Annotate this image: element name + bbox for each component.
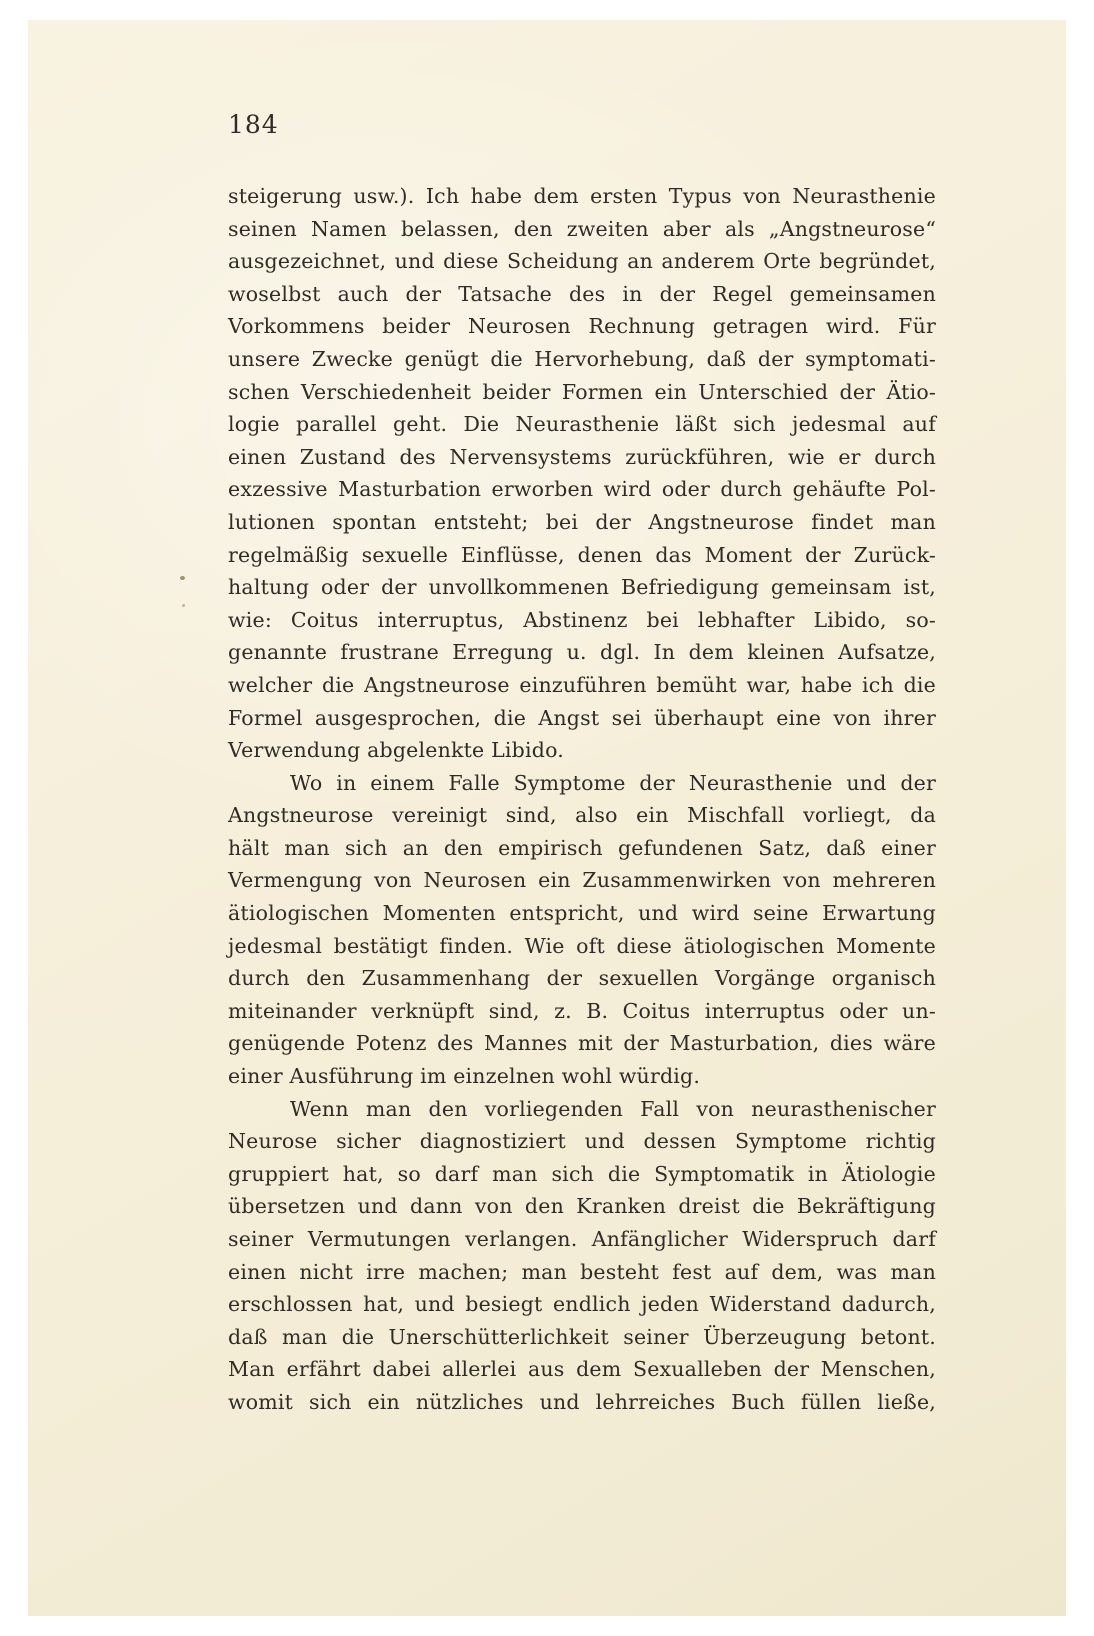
text-line: haltung oder der unvollkommenen Befriedigung gemeinsam ist, [228,575,936,600]
text-line: Verwendung abgelenkte Libido. [228,738,564,763]
paper-speck [180,576,185,580]
text-line: unsere Zwecke genügt die Hervorhebung, daß der symptomati- [228,346,936,371]
paper-speck [182,604,185,607]
text-line: Wo in einem Falle Symptome der Neurasthenie und der [290,770,936,795]
text-line: woselbst auch der Tatsache des in der Regel gemeinsamen [228,281,936,306]
text-line: Wenn man den vorliegenden Fall von neurasthenischer [290,1096,936,1121]
text-line: lutionen spontan entsteht; bei der Angstneurose findet man [228,509,936,534]
text-line: Angstneurose vereinigt sind, also ein Mischfall vorliegt, da [228,803,936,828]
text-line: einen Zustand des Nervensystems zurückführen, wie er durch [228,444,936,469]
text-line: Vermengung von Neurosen ein Zusammenwirken von mehreren [228,868,936,893]
text-line: übersetzen und dann von den Kranken dreist die Bekräftigung [228,1194,936,1219]
text-line: miteinander verknüpft sind, z. B. Coitus interruptus oder un- [228,998,936,1023]
text-line: schen Verschiedenheit beider Formen ein Unterschied der Ätio- [228,379,936,404]
text-line: wie: Coitus interruptus, Abstinenz bei lebhafter Libido, so- [228,607,936,632]
text-line: erschlossen hat, und besiegt endlich jeden Widerstand dadurch, [228,1292,936,1317]
text-line: einen nicht irre machen; man besteht fest auf dem, was man [228,1259,936,1284]
text-line: genügende Potenz des Mannes mit der Masturbation, dies wäre [228,1031,936,1056]
paper-page [28,20,1066,1616]
page-number: 184 [228,110,279,139]
text-line: Man erfährt dabei allerlei aus dem Sexualleben der Menschen, [228,1357,936,1382]
text-line: welcher die Angstneurose einzuführen bemüht war, habe ich die [228,672,936,697]
text-line: Vorkommens beider Neurosen Rechnung getragen wird. Für [228,314,936,339]
text-line: ausgezeichnet, und diese Scheidung an anderem Orte begründet, [228,249,936,274]
text-line: einer Ausführung im einzelnen wohl würdig. [228,1064,701,1089]
text-line: gruppiert hat, so darf man sich die Symptomatik in Ätiologie [228,1161,936,1186]
text-line: hält man sich an den empirisch gefundenen Satz, daß einer [228,835,936,860]
text-line: regelmäßig sexuelle Einflüsse, denen das Moment der Zurück- [228,542,936,567]
text-line: Neurose sicher diagnostiziert und dessen Symptome richtig [228,1129,936,1154]
text-line: jedesmal bestätigt finden. Wie oft diese ätiologischen Momente [228,933,936,958]
text-line: steigerung usw.). Ich habe dem ersten Typus von Neurasthenie [228,184,936,208]
text-line: genannte frustrane Erregung u. dgl. In dem kleinen Aufsatze, [228,640,936,665]
text-line: logie parallel geht. Die Neurasthenie läßt sich jedesmal auf [228,412,936,437]
text-line: womit sich ein nützliches und lehrreiches Buch füllen ließe, [228,1389,936,1414]
text-line: seiner Vermutungen verlangen. Anfänglicher Widerspruch darf [228,1227,936,1251]
text-line: exzessive Masturbation erworben wird oder durch gehäufte Pol- [228,477,936,502]
text-line: seinen Namen belassen, den zweiten aber als „Angstneurose“ [228,216,936,241]
body-text [228,180,936,1419]
text-line: daß man die Unerschütterlichkeit seiner Überzeugung betont. [228,1324,936,1349]
text-line: ätiologischen Momenten entspricht, und wird seine Erwartung [228,901,936,926]
text-line: durch den Zusammenhang der sexuellen Vorgänge organisch [228,966,936,991]
text-line: Formel ausgesprochen, die Angst sei überhaupt eine von ihrer [228,705,936,730]
